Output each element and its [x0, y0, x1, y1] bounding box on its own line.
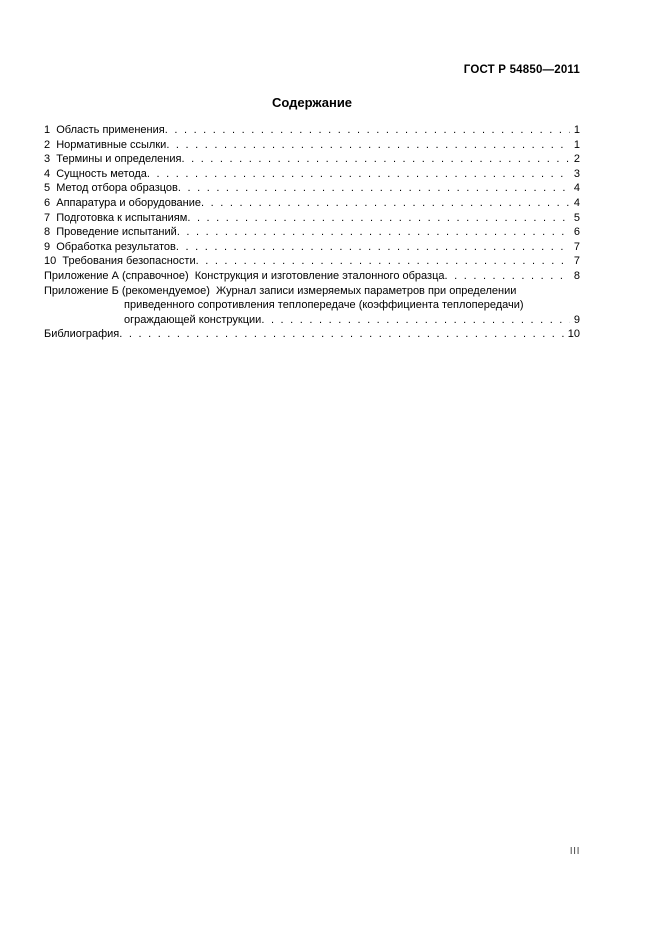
page-title: Содержание: [271, 95, 353, 110]
toc-entry-label: Приложение Б (рекомендуемое) Журнал записи измеряемых параметров при определении: [44, 284, 517, 297]
toc-page-number: 1: [573, 124, 580, 136]
toc-entry: [44, 167, 580, 182]
toc-dot-leader: [176, 240, 570, 255]
toc-page-number: 6: [573, 226, 580, 239]
toc-dot-leader: [177, 225, 570, 240]
toc-entry: [44, 181, 580, 196]
toc-page-number: 4: [573, 182, 580, 195]
toc-entry-label: 8 Проведение испытаний: [44, 226, 177, 239]
toc-entry-appendix-b-continuation: [44, 313, 580, 328]
toc-dot-leader: [261, 313, 570, 328]
toc-page-number: 10: [567, 328, 580, 341]
toc-page-number: 7: [573, 240, 580, 253]
toc-page-number: 7: [573, 255, 580, 268]
toc-entry-label: приведенного сопротивления теплопередаче (коэффициента теплопередачи): [124, 299, 524, 312]
toc-entry-label: 5 Метод отбора образцов: [44, 182, 178, 195]
toc-entry-label: ограждающей конструкции: [124, 313, 262, 326]
toc-page-number: 3: [573, 167, 580, 180]
toc-entry: [44, 240, 580, 255]
toc-dot-leader: [187, 211, 570, 226]
toc-page-number: 8: [573, 269, 580, 282]
toc-entry: [44, 152, 580, 167]
toc-entry-label: 2 Нормативные ссылки: [44, 138, 167, 151]
toc-dot-leader: [181, 152, 570, 167]
toc-entry: [44, 225, 580, 240]
toc-entry-label: Библиография: [44, 328, 120, 341]
toc-dot-leader: [178, 181, 570, 196]
toc-page-number: 5: [573, 211, 580, 224]
toc-entry: [44, 123, 580, 138]
toc-entry-appendix-b-continuation: [44, 298, 580, 313]
toc-entry-label: 7 Подготовка к испытаниям: [44, 211, 188, 224]
toc-dot-leader: [165, 123, 570, 138]
table-of-contents: [44, 123, 580, 342]
toc-page-number: 9: [573, 313, 580, 326]
toc-entry-label: 3 Термины и определения: [44, 153, 182, 166]
toc-entry: [44, 254, 580, 269]
toc-entry-label: 9 Обработка результатов: [44, 240, 176, 253]
toc-dot-leader: [166, 138, 570, 153]
toc-entry-label: 1 Область применения: [44, 124, 165, 136]
toc-page-number: 4: [573, 196, 580, 209]
toc-dot-leader: [201, 196, 570, 211]
toc-entry: [44, 211, 580, 226]
toc-dot-leader: [119, 327, 568, 342]
toc-entry-label: 4 Сущность метода: [44, 167, 147, 180]
doc-code: ГОСТ Р 54850—2011: [463, 64, 580, 76]
toc-dot-leader: [147, 167, 570, 182]
toc-entry-label: 6 Аппаратура и оборудование: [44, 196, 201, 209]
toc-entry-label: Приложение А (справочное) Конструкция и изготовление эталонного образца: [44, 269, 445, 282]
toc-entry: [44, 138, 580, 153]
toc-page-number: 2: [573, 153, 580, 166]
footer-page-number: III: [569, 845, 580, 857]
toc-dot-leader: [445, 269, 571, 284]
toc-entry-appendix-a: [44, 269, 580, 284]
toc-dot-leader: [196, 254, 570, 269]
toc-page-number: 1: [573, 138, 580, 151]
toc-entry-bibliography: [44, 327, 580, 342]
toc-entry-label: 10 Требования безопасности: [44, 255, 196, 268]
toc-entry: [44, 196, 580, 211]
toc-entry-appendix-b: [44, 284, 580, 299]
